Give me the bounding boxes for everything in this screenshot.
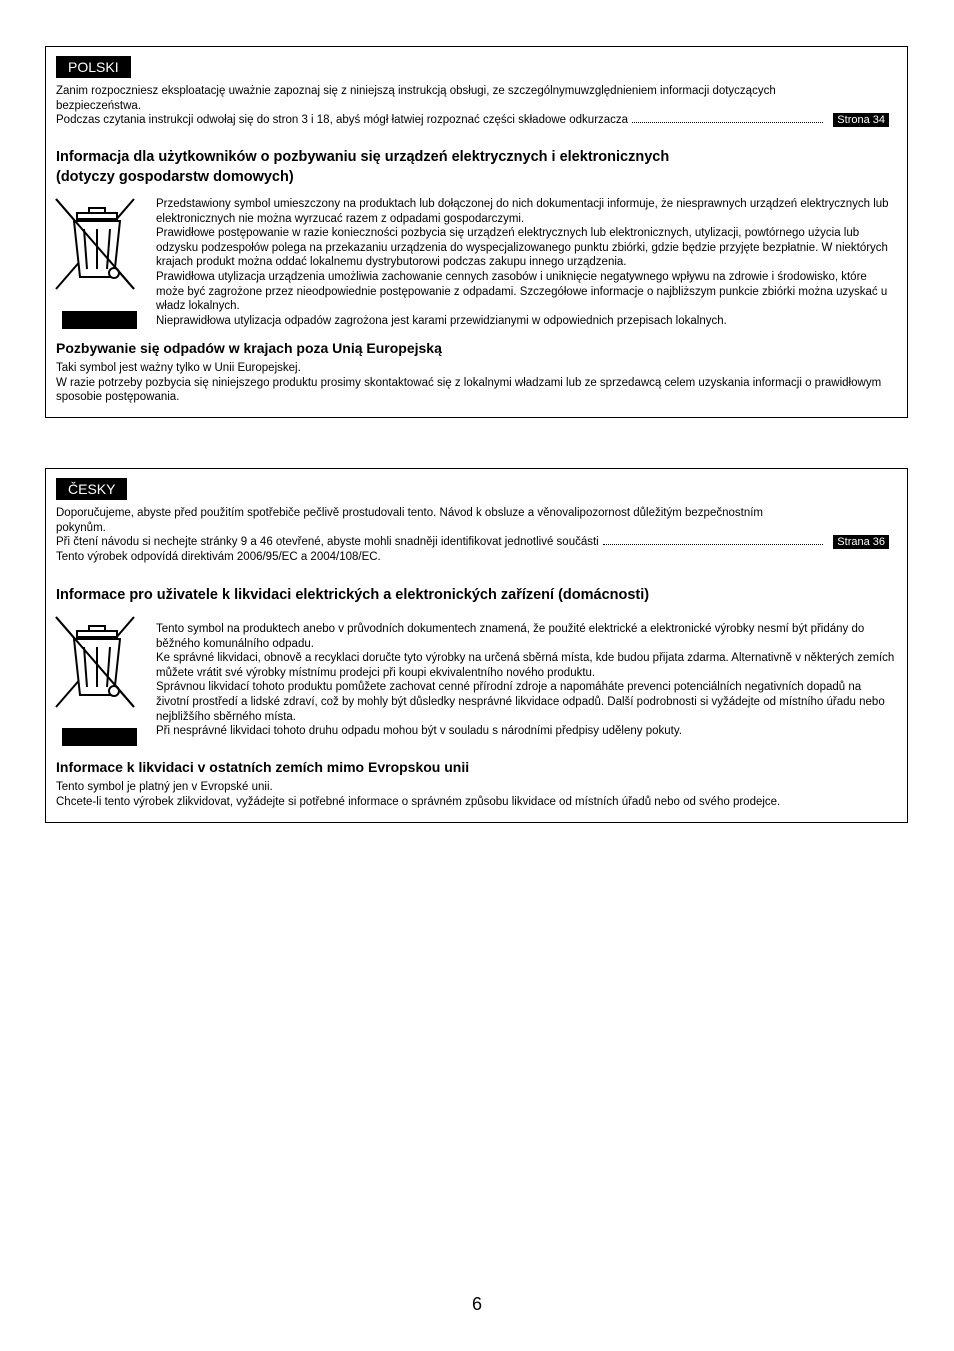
- dot-leader: [632, 122, 823, 123]
- cesky-section: [45, 468, 908, 823]
- paragraph: Nieprawidłowa utylizacja odpadów zagrożona jest karami przewidzianymi w odpowiednich przepisach lokalnych.: [156, 314, 727, 327]
- crossed-out-wheelie-bin-icon: [54, 197, 136, 329]
- page-reference-tag: Strona 34: [833, 113, 889, 127]
- paragraph: Prawidłowa utylizacja urządzenia umożliwia zachowanie cennych zasobów i uniknięcie negatywnego wpływu na zdrowie i środowisko, które może być zagrożone przez nieodpowiednie postępowanie z odpadami. Szczegółowe informacje o najbliższym punkcie zbiórki można uzyskać u władz lokalnych.: [156, 270, 888, 313]
- language-label: ČESKY: [56, 478, 127, 500]
- language-label: POLSKI: [56, 56, 131, 78]
- page-reference: [56, 535, 889, 550]
- page-reference-tag: Strana 36: [833, 535, 889, 549]
- page-reference: [56, 113, 889, 128]
- weee-marking-bar: [62, 311, 137, 329]
- paragraph: Przedstawiony symbol umieszczony na produktach lub dołączonej do nich dokumentacji informuje, że niesprawnych urządzeń elektrycznych lub elektronicznych nie można wyrzucać razem z odpadami gospodarczymi.: [156, 198, 889, 225]
- section-heading: Informacja dla użytkowników o pozbywaniu się urządzeń elektrycznych i elektronicznych (dotyczy gospodarstw domowych): [56, 149, 670, 185]
- page-number: 6: [471, 1294, 482, 1314]
- subheading: Pozbywanie się odpadów w krajach poza Unią Europejską: [56, 340, 442, 356]
- reference-text: Podczas czytania instrukcji odwołaj się do stron 3 i 18, abyś mógł łatwiej rozpoznać części składowe odkurzacza: [56, 114, 629, 126]
- weee-marking-bar: [62, 728, 137, 746]
- disposal-text: [156, 622, 896, 739]
- paragraph: Prawidłowe postępowanie w razie konieczności pozbycia się urządzeń elektrycznych lub elektronicznych, utylizacji, powtórnego użycia lub odzysku podzespołów polega na przekazaniu urządzenia do wyspecjalizowanego punktu zbiórki, gdzie będzie przyjęte bezpłatnie. W niektórych krajach produkt można oddać lokalnemu dystrybutorowi podczas zakupu innego urządzenia.: [156, 227, 888, 269]
- reference-text: Při čtení návodu si nechejte stránky 9 a 46 otevřené, abyste mohli snadněji identifikovat jednotlivé součásti: [56, 536, 599, 548]
- intro-text: Zanim rozpoczniesz eksploatację uważnie zapoznaj się z niniejszą instrukcją obsługi, ze szczególnymuwzględnieniem informacji dotyczących bezpieczeństwa.: [56, 85, 776, 112]
- polski-section: [45, 46, 908, 418]
- non-eu-text: Tento symbol je platný jen v Evropské unii. Chcete-li tento výrobek zlikvidovat, vyžádejte si potřebné informace o správném způsobu likvidace od místních úřadů nebo od svého prodejce.: [56, 781, 781, 808]
- paragraph: Správnou likvidací tohoto produktu pomůžete zachovat cenné přírodní zdroje a napomáháte prevenci potenciálních negativních dopadů na životní prostředí a lidské zdraví, což by mohly být důsledky nesprávné likvidace odpadů. Další podrobnosti si vyžádejte od místního úřadu nebo nejbližšího sběrného místa.: [156, 681, 885, 723]
- paragraph: Ke správné likvidaci, obnově a recyklaci doručte tyto výrobky na určená sběrná místa, kde budou přijata zdarma. Alternativně v některých zemích můžete vrátit své výrobky místnímu prodejci při koupi ekvivalentního nového produktu.: [156, 652, 895, 679]
- section-heading: Informace pro uživatele k likvidaci elektrických a elektronických zařízení (domácnosti): [56, 587, 650, 603]
- paragraph: Při nesprávné likvidaci tohoto druhu odpadu mohou být v souladu s národními předpisy uděleny pokuty.: [156, 725, 682, 738]
- intro-text: Doporučujeme, abyste před použitím spotřebiče pečlivě prostudovali tento. Návod k obsluze a věnovalipozornost důležitým bezpečnostním pokynům.: [56, 507, 763, 534]
- dot-leader: [603, 544, 824, 545]
- disposal-text: [156, 197, 896, 328]
- paragraph: Tento symbol na produktech anebo v průvodních dokumentech znamená, že použité elektrické a elektronické výrobky nesmí být přidány do běžného komunálního odpadu.: [156, 623, 865, 650]
- directive-text: Tento výrobek odpovídá direktivám 2006/95/EC a 2004/108/EC.: [56, 551, 381, 563]
- non-eu-text: Taki symbol jest ważny tylko w Unii Europejskej. W razie potrzeby pozbycia się niniejszego produktu prosimy skontaktować się z lokalnymi władzami lub ze sprzedawcą celem uzyskania informacji o prawidłowym sposobie postępowania.: [56, 362, 882, 403]
- subheading: Informace k likvidaci v ostatních zemích mimo Evropskou unii: [56, 759, 470, 775]
